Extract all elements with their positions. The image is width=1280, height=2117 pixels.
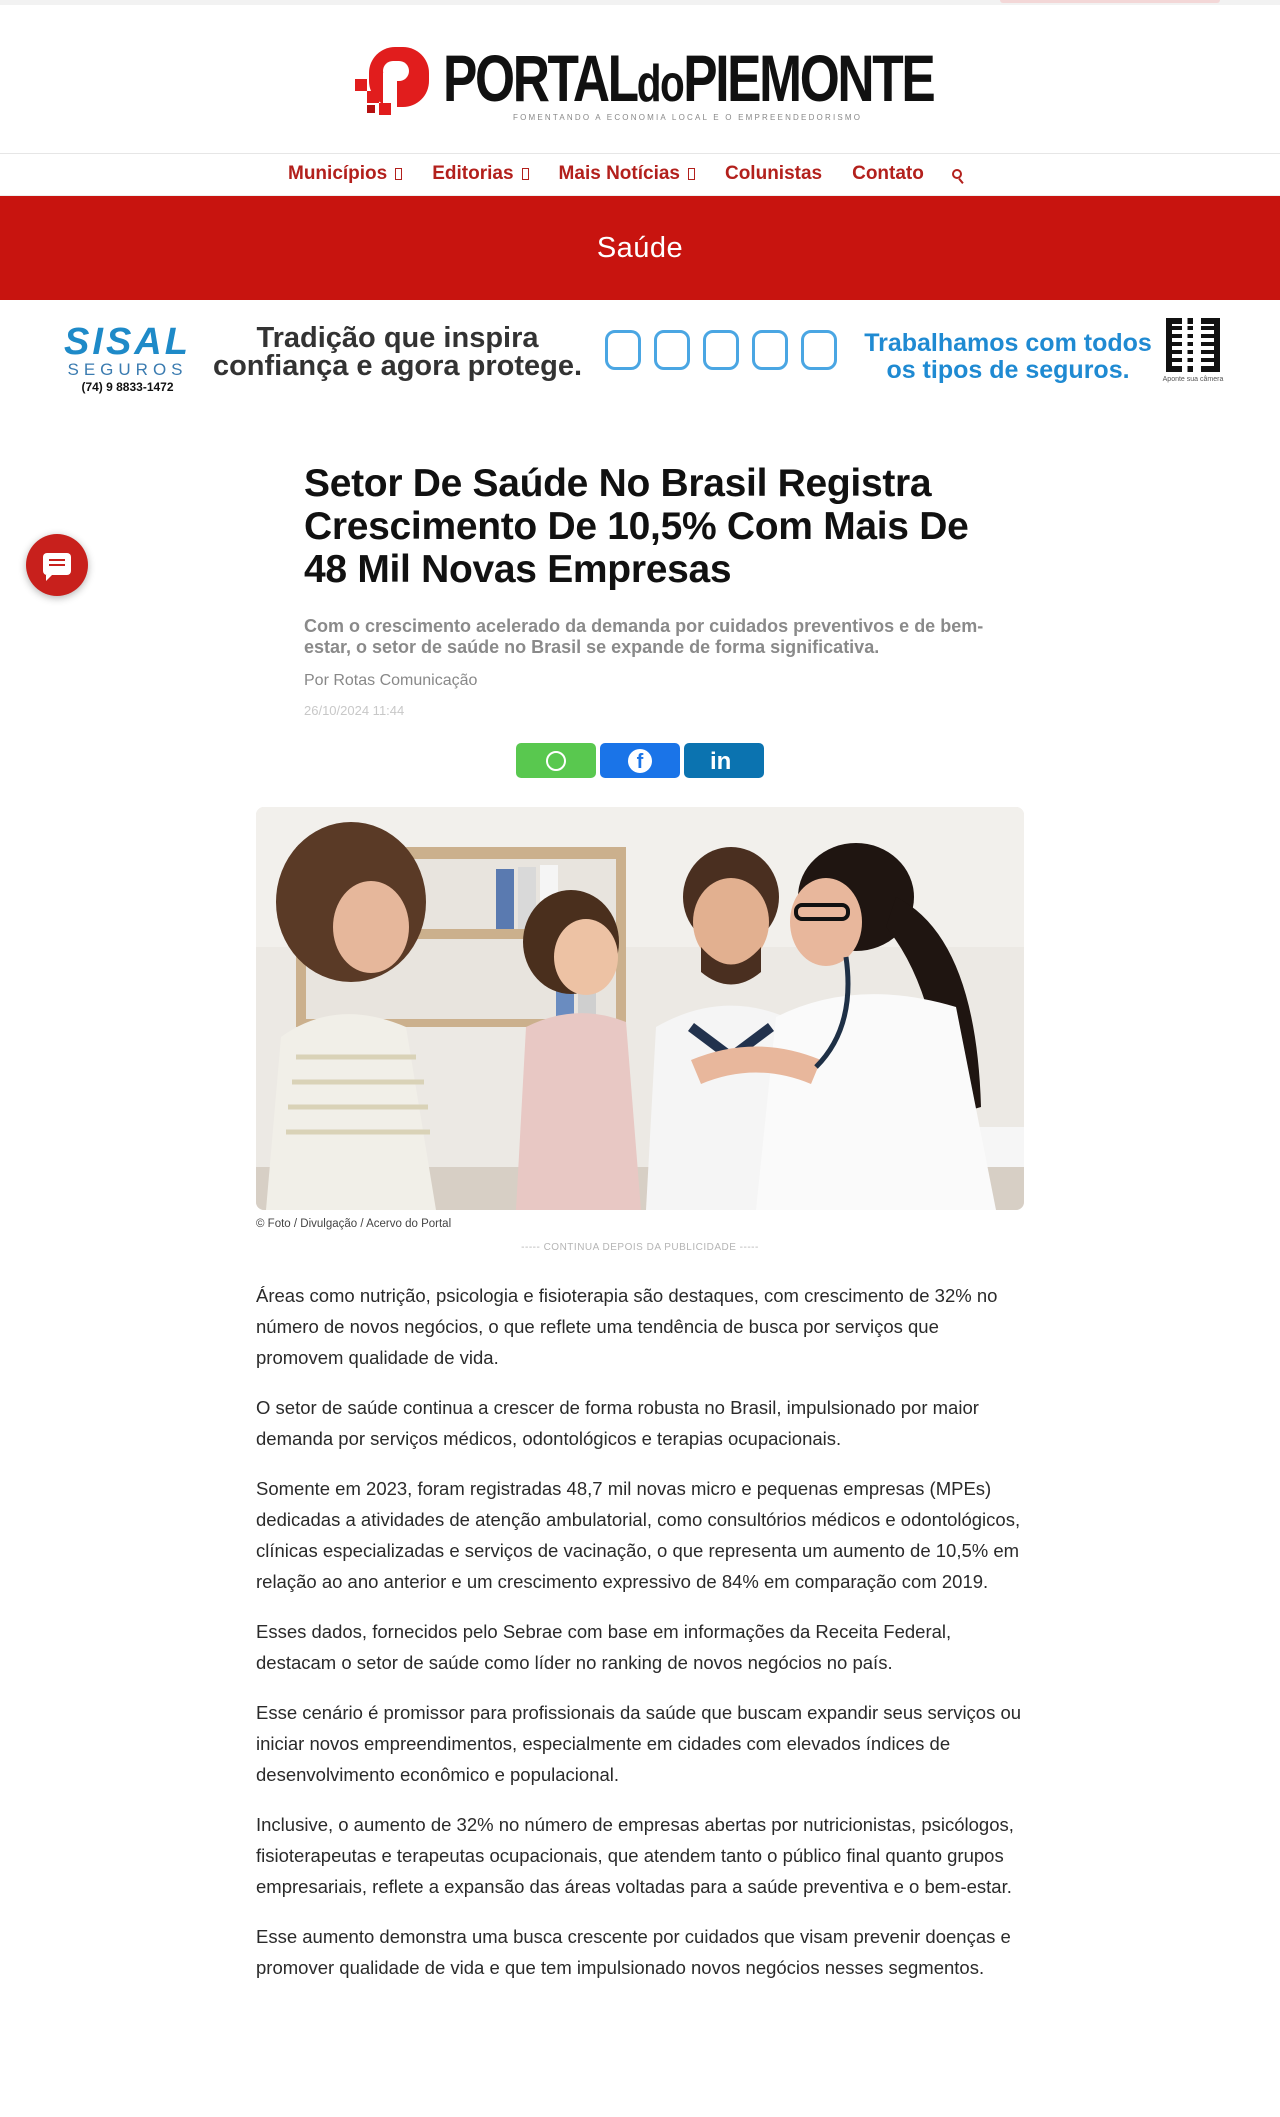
article-paragraph: Áreas como nutrição, psicologia e fisioterapia são destaques, com crescimento de 32% no número de novos negócios, o que reflete uma tendência de busca por serviços que promovem qualidade de vida.	[256, 1285, 998, 1368]
ad-qr-label: Aponte sua câmera	[1162, 376, 1224, 383]
article-paragraph: Esse aumento demonstra uma busca crescente por cuidados que visam prevenir doenças e promover qualidade de vida e que tem impulsionado novos negócios nesses segmentos.	[256, 1926, 1011, 1978]
article-paragraph: Inclusive, o aumento de 32% no número de empresas abertas por nutricionistas, psicólogos, fisioterapeutas e terapeutas ocupacionais, que atendem tanto o público final quanto grupos empresariais, reflete a expansão das áreas voltadas para a saúde preventiva e o bem-estar.	[256, 1814, 1014, 1897]
logo-tagline: FOMENTANDO A ECONOMIA LOCAL E O EMPREENDEDORISMO	[513, 113, 863, 122]
ad-brand	[60, 321, 195, 394]
ad-phone: (74) 9 8833-1472	[81, 380, 174, 394]
site-logo[interactable]	[355, 37, 934, 127]
car-icon	[703, 330, 739, 370]
article-body	[256, 1280, 1026, 2002]
nav-item-label: Contato	[852, 163, 924, 184]
nav-item-contato[interactable]	[852, 163, 924, 185]
chat-button[interactable]	[26, 534, 88, 596]
article-paragraph: Esses dados, fornecidos pelo Sebrae com base em informações da Receita Federal, destacam o setor de saúde como líder no ranking de novos negócios no país.	[256, 1621, 952, 1673]
search-icon	[952, 169, 962, 179]
qr-code-icon	[1166, 318, 1220, 372]
article-subtitle: Com o crescimento acelerado da demanda por cuidados preventivos e de bem-estar, o setor de saúde no Brasil se expande de forma significativa.	[304, 616, 984, 657]
whatsapp-icon	[546, 751, 566, 771]
category-banner	[0, 196, 1280, 300]
nav-item-label: Mais Notícias	[558, 163, 680, 184]
chat-bubble-icon	[43, 553, 71, 575]
category-title: Saúde	[596, 231, 684, 264]
nav-item-editorias[interactable]	[432, 163, 528, 185]
ad-brand-name: SISAL	[64, 321, 191, 363]
ad-icon-row	[605, 330, 837, 370]
share-facebook-button[interactable]	[600, 743, 680, 778]
nav-list	[288, 153, 992, 195]
logo-portal: PORTAL	[443, 41, 637, 115]
nav-item-municipios[interactable]	[288, 163, 402, 185]
image-caption: © Foto / Divulgação / Acervo do Portal	[256, 1218, 452, 1230]
continue-after-ad-note: ----- CONTINUA DEPOIS DA PUBLICIDADE -----	[521, 1242, 759, 1253]
article-photo-illustration	[256, 807, 1024, 1210]
ad-slogan: Tradição que inspira confiança e agora protege.	[212, 322, 583, 382]
advertisement-banner[interactable]	[0, 300, 1280, 405]
article-image	[256, 807, 1024, 1210]
nav-item-mais-noticias[interactable]	[559, 163, 695, 185]
linkedin-icon: in	[710, 748, 732, 775]
nav-item-label: Municípios	[288, 163, 388, 184]
ad-callout: Trabalhamos com todos os tipos de seguros.	[864, 329, 1152, 384]
facebook-icon: f	[628, 749, 652, 773]
portal-logo-icon	[355, 43, 437, 125]
chevron-down-icon	[522, 168, 529, 180]
person-shield-icon	[605, 330, 641, 370]
handshake-icon	[752, 330, 788, 370]
article-title: Setor De Saúde No Brasil Registra Crescimento De 10,5% Com Mais De 48 Mil Novas Empresas	[304, 462, 969, 591]
article-paragraph: Somente em 2023, foram registradas 48,7 mil novas micro e pequenas empresas (MPEs) dedicadas a atividades de atenção ambulatorial, como consultórios médicos e odontológicos, clínicas especializadas e serviços de vacinação, o que representa um aumento de 10,5% em relação ao ano anterior e um crescimento expressivo de 84% em comparação com 2019.	[256, 1478, 1021, 1592]
ad-brand-sub: SEGUROS	[67, 360, 188, 379]
chevron-down-icon	[395, 168, 402, 180]
nav-item-label: Editorias	[432, 163, 514, 184]
share-linkedin-button[interactable]	[684, 743, 764, 778]
main-nav	[0, 153, 1280, 196]
top-bar-accent	[1000, 0, 1220, 3]
house-shield-icon	[654, 330, 690, 370]
article-date: 26/10/2024 11:44	[304, 703, 405, 718]
nav-item-label: Colunistas	[724, 163, 823, 184]
fire-shield-icon	[801, 330, 837, 370]
logo-do: do	[636, 55, 684, 113]
article-byline: Por Rotas Comunicação	[304, 672, 478, 689]
article-paragraph: O setor de saúde continua a crescer de forma robusta no Brasil, impulsionado por maior demanda por serviços médicos, odontológicos e terapias ocupacionais.	[256, 1397, 979, 1449]
chevron-down-icon	[688, 168, 695, 180]
article-paragraph: Esse cenário é promissor para profissionais da saúde que buscam expandir seus serviços ou iniciar novos empreendimentos, especialmente em cidades com elevados índices de desenvolvimento econômico e populacional.	[256, 1702, 1022, 1785]
logo-wordmark	[443, 43, 933, 113]
share-whatsapp-button[interactable]	[516, 743, 596, 778]
share-bar	[516, 743, 764, 778]
logo-piemonte: PIEMONTE	[683, 41, 934, 115]
site-header	[0, 5, 1280, 154]
nav-item-colunistas[interactable]	[725, 163, 822, 185]
nav-search[interactable]	[954, 169, 962, 179]
